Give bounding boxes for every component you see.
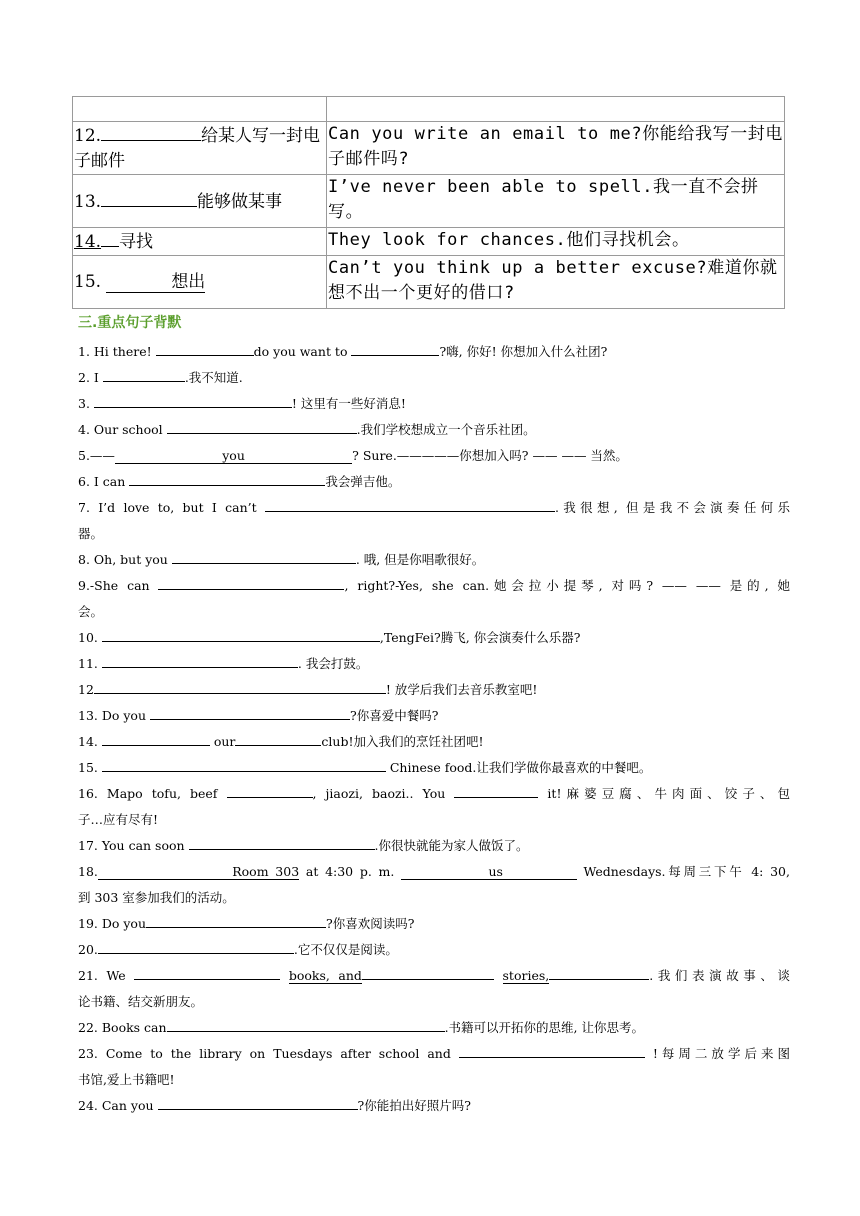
table-cell-phrase: 15. 想出 — [73, 256, 327, 309]
list-item: 17. You can soon .你很快就能为家人做饭了。 — [78, 833, 790, 859]
list-item: 器。 — [78, 526, 104, 541]
table-cell-sentence — [327, 97, 785, 122]
answer-blank[interactable] — [129, 470, 325, 486]
list-item: 1. Hi there! do you want to ?嗨, 你好! 你想加入什么社团? — [78, 339, 790, 365]
answer-blank[interactable] — [362, 964, 494, 980]
list-item: 9.-She can , right?-Yes, she can.她会拉小提琴, 对吗? —— —— 是的, 她 — [78, 573, 790, 599]
answer-blank[interactable] — [172, 548, 356, 564]
list-item: 4. Our school .我们学校想成立一个音乐社团。 — [78, 417, 790, 443]
list-item: 20. .它不仅仅是阅读。 — [78, 937, 790, 963]
answer-blank[interactable] — [454, 782, 538, 798]
table-cell-sentence: Can you write an email to me?你能给我写一封电子邮件吗? — [327, 122, 785, 175]
answer-blank[interactable]: you — [115, 448, 352, 464]
list-item: 24. Can you ?你能拍出好照片吗? — [78, 1093, 790, 1119]
list-item: 18. Room 303 at 4:30 p. m. us Wednesdays.每周三下午 4: 30, — [78, 864, 790, 879]
table-cell-phrase: 13. 能够做某事 — [73, 175, 327, 228]
answer-blank[interactable] — [102, 626, 380, 642]
answer-blank[interactable] — [265, 496, 555, 512]
answer-blank[interactable] — [351, 340, 439, 356]
phrase-table — [72, 96, 785, 309]
list-item: 21. We books, and stories, .我们表演故事、谈 — [78, 963, 790, 989]
list-item: 论书籍、结交新朋友。 — [78, 994, 204, 1009]
answer-blank[interactable] — [102, 756, 386, 772]
answer-blank[interactable] — [227, 782, 313, 798]
list-item: 7. I’d love to, but I can’t .我很想, 但是我不会演奏任何乐 — [78, 495, 790, 521]
section-title: 三.重点句子背默 — [78, 315, 182, 331]
answer-blank[interactable] — [101, 188, 197, 207]
list-item: 14. our club!加入我们的烹饪社团吧! — [78, 729, 790, 755]
answer-blank[interactable] — [134, 964, 280, 980]
answer-blank[interactable] — [94, 392, 292, 408]
answer-blank[interactable]: us — [401, 864, 577, 880]
list-item: 10. ,TengFei?腾飞, 你会演奏什么乐器? — [78, 625, 790, 651]
table-row — [73, 122, 785, 175]
list-item: 11. . 我会打鼓。 — [78, 651, 790, 677]
list-item: 书馆,爱上书籍吧! — [78, 1072, 175, 1087]
answer-blank[interactable]: Room 303 — [98, 864, 299, 880]
table-cell-phrase: 12. 给某人写一封电子邮件 — [73, 122, 327, 175]
answer-blank[interactable] — [549, 964, 649, 980]
list-item: 19. Do you ?你喜欢阅读吗? — [78, 911, 790, 937]
answer-blank[interactable] — [235, 730, 321, 746]
answer-blank[interactable] — [167, 1016, 445, 1032]
list-item: 6. I can 我会弹吉他。 — [78, 469, 790, 495]
answer-blank[interactable]: 想出 — [106, 272, 205, 293]
answer-blank[interactable] — [101, 122, 201, 141]
answer-blank[interactable] — [94, 678, 386, 694]
table-cell-sentence: Can’t you think up a better excuse?难道你就想不出一个更好的借口? — [327, 256, 785, 309]
answer-blank[interactable] — [167, 418, 357, 434]
list-item: 2. I .我不知道. — [78, 365, 790, 391]
table-row — [73, 175, 785, 228]
answer-blank[interactable] — [156, 340, 254, 356]
list-item: 23. Come to the library on Tuesdays after school and !每周二放学后来图 — [78, 1041, 790, 1067]
sentence-list — [78, 339, 790, 1119]
answer-blank[interactable] — [101, 228, 119, 247]
table-cell-sentence: They look for chances.他们寻找机会。 — [327, 228, 785, 256]
answer-blank[interactable] — [189, 834, 375, 850]
table-row — [73, 256, 785, 309]
answer-blank[interactable] — [146, 912, 326, 928]
answer-blank[interactable] — [158, 1094, 358, 1110]
list-item: 3. ! 这里有一些好消息! — [78, 391, 790, 417]
table-cell-phrase: 14. 寻找 — [73, 228, 327, 256]
list-item: 子…应有尽有! — [78, 812, 159, 827]
answer-blank[interactable] — [98, 938, 294, 954]
table-cell-sentence: I’ve never been able to spell.我一直不会拼写。 — [327, 175, 785, 228]
answer-blank[interactable] — [102, 652, 298, 668]
list-item: 13. Do you ?你喜爱中餐吗? — [78, 703, 790, 729]
answer-blank[interactable] — [158, 574, 344, 590]
list-item: 5.—— you ? Sure.—————你想加入吗? —— —— 当然。 — [78, 448, 628, 463]
answer-blank[interactable] — [103, 366, 185, 382]
table-cell-phrase — [73, 97, 327, 122]
list-item: 会。 — [78, 604, 104, 619]
answer-blank[interactable] — [150, 704, 350, 720]
list-item: 15. Chinese food.让我们学做你最喜欢的中餐吧。 — [78, 755, 790, 781]
list-item: 16. Mapo tofu, beef , jiaozi, baozi.. You it!麻婆豆腐、牛肉面、饺子、包 — [78, 781, 790, 807]
list-item: 12 ! 放学后我们去音乐教室吧! — [78, 677, 790, 703]
answer-blank[interactable] — [102, 730, 210, 746]
list-item: 8. Oh, but you . 哦, 但是你唱歌很好。 — [78, 547, 790, 573]
table-row — [73, 228, 785, 256]
table-row — [73, 97, 785, 122]
list-item: 22. Books can .书籍可以开拓你的思维, 让你思考。 — [78, 1015, 790, 1041]
list-item: 到 303 室参加我们的活动。 — [78, 890, 235, 905]
answer-blank[interactable] — [459, 1042, 645, 1058]
